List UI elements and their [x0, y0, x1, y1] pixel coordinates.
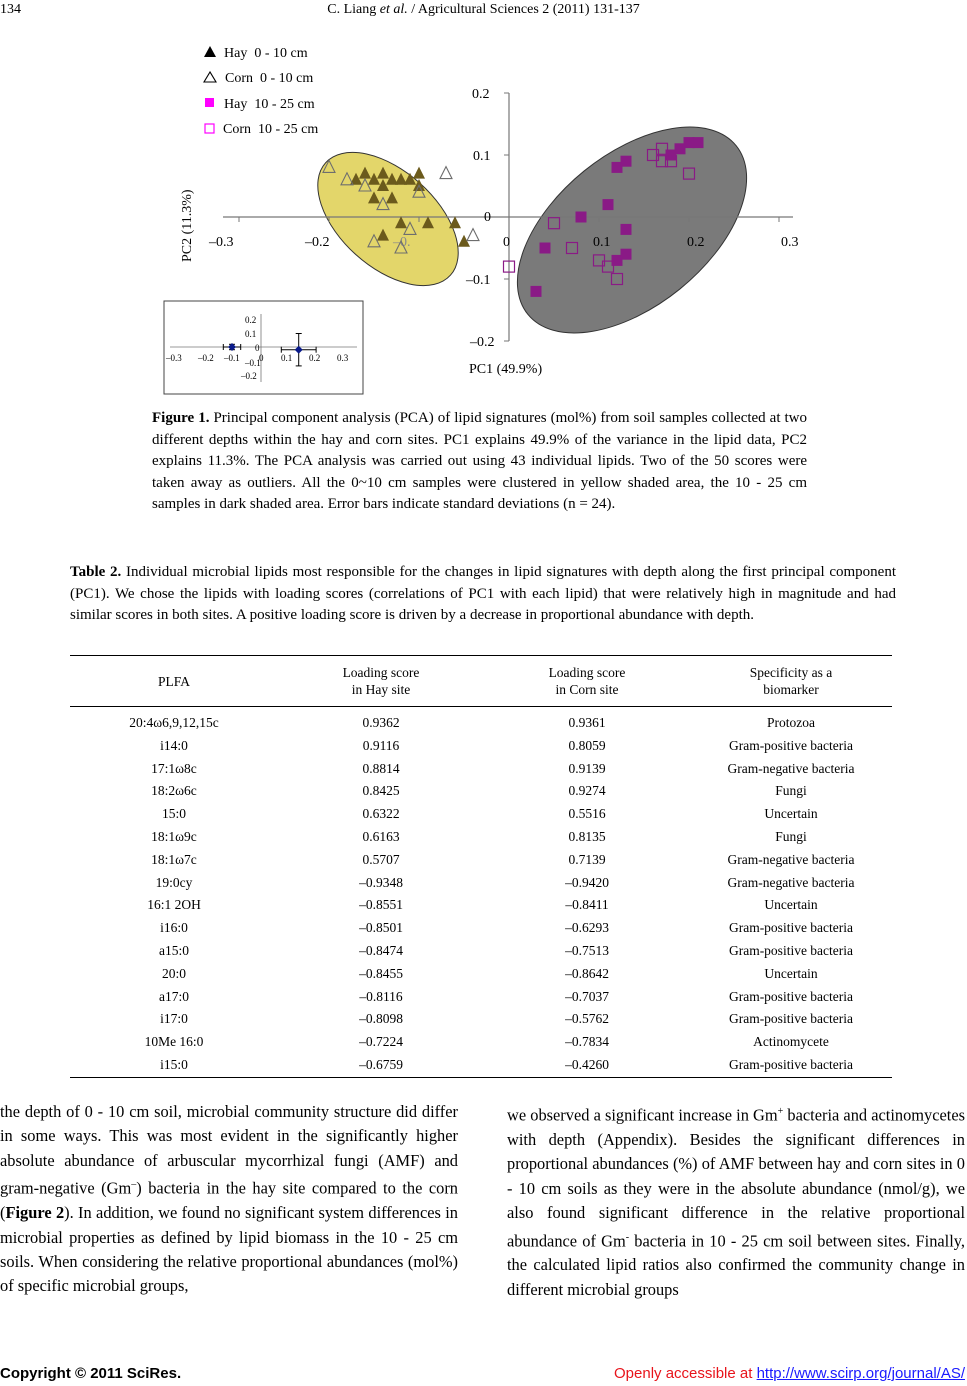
running-title-etal: et al. [379, 2, 408, 17]
cell-corn-score: –0.7513 [565, 942, 609, 958]
cell-plfa: 18:2ω6c [151, 783, 197, 799]
x-tick-label: –0.2 [305, 235, 330, 250]
table-body [70, 707, 892, 1078]
table-row [70, 826, 892, 849]
cell-plfa: 16:1 2OH [147, 897, 201, 913]
inset-x-tick-label: –0.2 [198, 353, 214, 363]
cell-plfa: 18:1ω9c [151, 828, 197, 844]
cell-specificity: Protozoa [767, 715, 815, 730]
cell-specificity: Gram-positive bacteria [728, 942, 854, 958]
cell-plfa: 20:0 [161, 965, 186, 981]
running-title-authors: C. Liang [327, 2, 380, 17]
table-row [70, 1054, 892, 1077]
cell-hay-score: –0.8455 [359, 965, 403, 981]
cell-hay-score: –0.8098 [359, 1011, 403, 1027]
hay-0-10-point [413, 167, 425, 179]
y-axis-label: PC2 (11.3%) [180, 189, 195, 262]
cell-hay-score: –0.8474 [359, 942, 403, 958]
table-row [70, 803, 892, 826]
cell-hay-score: 0.6322 [362, 806, 400, 822]
table-row [70, 940, 892, 963]
inset-x-tick-label: 0.3 [337, 353, 349, 363]
corn-0-10-point [467, 229, 479, 241]
table-row [70, 735, 892, 758]
hay-10-25-point [576, 212, 587, 223]
cell-plfa: a17:0 [159, 988, 189, 1004]
inset-x-tick-label: –0.3 [166, 353, 182, 363]
inset-plot [164, 301, 363, 394]
cell-specificity: Fungi [775, 783, 807, 799]
journal-url-link[interactable]: http://www.scirp.org/journal/AS/ [756, 1365, 965, 1382]
cell-corn-score: –0.8411 [565, 897, 609, 913]
footer-access-text: Openly accessible at [614, 1365, 757, 1382]
legend [204, 46, 318, 137]
cell-corn-score: 0.8059 [568, 737, 606, 753]
cell-hay-score: 0.9116 [362, 737, 400, 753]
cell-plfa: 17:1ω8c [151, 760, 197, 776]
cell-hay-score: 0.6163 [362, 828, 400, 844]
header-corn-score: Loading score in Corn site [548, 665, 626, 697]
legend-label-corn-0-10: Corn 0 - 10 cm [225, 71, 314, 86]
cell-specificity: Gram-positive bacteria [728, 737, 854, 753]
table-row [70, 986, 892, 1009]
cell-hay-score: –0.6759 [359, 1056, 403, 1072]
cell-corn-score: 0.9139 [568, 760, 606, 776]
cell-hay-score: 0.8425 [362, 783, 400, 799]
y-tick-marks [504, 93, 509, 341]
corn-0-10-point [440, 167, 452, 179]
cell-specificity: Gram-positive bacteria [728, 920, 854, 936]
table-header-row [70, 656, 892, 707]
table-row [70, 707, 892, 735]
cell-corn-score: 0.7139 [568, 851, 606, 867]
hay-10-25-point [603, 199, 614, 210]
cell-corn-score: –0.7834 [565, 1034, 609, 1050]
running-title-journal: / Agricultural Sciences 2 (2011) 131-137 [407, 2, 640, 17]
cell-corn-score: 0.5516 [568, 806, 606, 822]
cell-hay-score: 0.8814 [362, 760, 400, 776]
cell-specificity: Gram-negative bacteria [727, 851, 855, 867]
table-row [70, 894, 892, 917]
x-tick-label: 0.2 [687, 235, 705, 250]
cell-specificity: Gram-negative bacteria [727, 874, 855, 890]
cell-plfa: 10Me 16:0 [144, 1034, 204, 1050]
legend-marker-corn-0-10 [204, 72, 216, 82]
footer-access [614, 1365, 965, 1382]
footer-copyright: Copyright © 2011 SciRes. [0, 1365, 182, 1382]
table-row [70, 1031, 892, 1054]
cell-specificity: Gram-negative bacteria [727, 760, 855, 776]
inset-y-tick-label: 0.2 [245, 315, 257, 325]
table-row [70, 849, 892, 872]
cell-specificity: Fungi [775, 828, 807, 844]
cell-corn-score: 0.9361 [568, 715, 606, 730]
x-tick-label: 0 [503, 235, 510, 250]
x-tick-label: 0.3 [781, 235, 799, 250]
legend-label-hay-10-25: Hay 10 - 25 cm [224, 97, 315, 112]
inset-x-tick-label: 0 [259, 353, 264, 363]
inset-frame [164, 301, 363, 394]
page-number: 134 [0, 2, 21, 17]
cell-plfa: i16:0 [160, 920, 188, 936]
cell-hay-score: –0.9348 [359, 874, 403, 890]
hay-10-25-point [621, 224, 632, 235]
inset-x-tick-label: –0.1 [224, 353, 240, 363]
cell-corn-score: –0.5762 [565, 1011, 609, 1027]
cell-corn-score: –0.6293 [565, 920, 609, 936]
table-caption-text: Individual microbial lipids most responsible for the changes in lipid signatures with depth along the first principal component (PC1). We chose the lipids with loading scores (correlations of PC1 with each lipid) that were relatively high in magnitude and had similar scores in both sites. A positive loading score is driven by a decrease in proportional abundance with depth. [70, 564, 896, 623]
cell-hay-score: 0.9362 [362, 715, 400, 730]
inset-y-tick-label: –0.2 [241, 371, 257, 381]
cell-plfa: i15:0 [160, 1056, 188, 1072]
y-tick-label: 0.1 [473, 149, 491, 164]
figure-2-reference: Figure 2 [5, 1203, 65, 1223]
header-hay-score: Loading score in Hay site [342, 665, 420, 697]
cell-plfa: i17:0 [160, 1011, 188, 1027]
cell-corn-score: –0.4260 [565, 1056, 609, 1072]
cell-specificity: Uncertain [764, 897, 818, 913]
hay-10-25-point [531, 286, 542, 297]
cell-plfa: 20:4ω6,9,12,15c [129, 715, 219, 730]
x-tick-label: 0.1 [593, 235, 611, 250]
cell-specificity: Gram-positive bacteria [728, 1011, 854, 1027]
body-column-left: the depth of 0 - 10 cm soil, microbial community structure did differ in some ways. This was most evident in the significantly higher absolute abundance of arbuscular mycorrhizal fungi (AMF) and gram-negative (Gm–) bacteria in the hay site compared to the corn (Figure 2). In addition, we found no significant system differences in microbial properties as defined by lipid biomass in the 10 - 25 cm soils. When considering the relative proportional abundances (mol%) of specific microbial groups, [0, 1102, 459, 1296]
table-caption-label: Table 2. [70, 564, 122, 580]
figure-caption-label: Figure 1. [152, 410, 210, 426]
inset-y-tick-label: 0.1 [245, 329, 257, 339]
hay-10-25-point [612, 162, 623, 173]
cell-plfa: i14:0 [160, 737, 188, 753]
cell-hay-score: 0.5707 [362, 851, 400, 867]
y-tick-label: 0.2 [472, 87, 490, 102]
inset-x-tick-label: 0.1 [281, 353, 293, 363]
header-plfa: PLFA [157, 673, 190, 689]
legend-marker-hay-10-25 [205, 98, 214, 107]
cell-corn-score: –0.8642 [565, 965, 609, 981]
table-row [70, 917, 892, 940]
pca-figure [0, 0, 967, 400]
cell-hay-score: –0.8501 [359, 920, 403, 936]
figure-caption [152, 408, 807, 516]
cell-hay-score: –0.8551 [359, 897, 403, 913]
loading-score-table [70, 655, 892, 1078]
table-row [70, 963, 892, 986]
body-column-right: we observed a significant increase in Gm+ bacteria and actinomycetes with depth (Appendix). Besides the significant differences in proportional abundances (%) of AMF between hay and corn sites in 0 - 10 cm soils as they were in the absolute abundance (nmol/g), we also found significant difference in the relative proportional abundance of Gm- bacteria in 10 - 25 cm soil between sites. Finally, the calculated lipid ratios also confirmed the community change in different microbial groups [507, 1105, 965, 1299]
y-tick-labels [465, 87, 495, 350]
inset-y-tick-label: 0 [255, 343, 260, 353]
gray-cluster-ellipse [480, 87, 784, 374]
cell-plfa: 18:1ω7c [151, 851, 197, 867]
cell-specificity: Gram-positive bacteria [728, 988, 854, 1004]
inset-x-tick-label: 0.2 [309, 353, 321, 363]
inset-y-tick-label: –0.1 [245, 358, 261, 368]
legend-label-hay-0-10: Hay 0 - 10 cm [224, 46, 308, 61]
y-tick-label: –0.1 [466, 273, 491, 288]
table-caption [70, 562, 896, 627]
cell-specificity: Gram-positive bacteria [728, 1056, 854, 1072]
cell-plfa: 15:0 [161, 806, 186, 822]
x-tick-label: –0. [393, 235, 411, 250]
legend-marker-hay-0-10 [204, 46, 216, 57]
legend-marker-corn-10-25 [205, 124, 214, 133]
cell-plfa: a15:0 [159, 942, 189, 958]
x-tick-label: –0.3 [209, 235, 234, 250]
figure-caption-text: Principal component analysis (PCA) of lipid signatures (mol%) from soil samples collected at two different depths within the hay and corn sites. PC1 explains 49.9% of the variance in the lipid data, PC2 explains 11.3%. The PCA analysis was carried out using 43 individual lipids. Two of the 50 scores were taken away as outliers. All the 0~10 cm samples were clustered in yellow shaded area, the 10 - 25 cm samples in dark shaded area. Error bars indicate standard deviations (n = 24). [152, 410, 807, 513]
table-row [70, 780, 892, 803]
cell-hay-score: –0.7224 [359, 1034, 403, 1050]
cell-specificity: Actinomycete [753, 1034, 829, 1050]
y-tick-label: –0.2 [470, 335, 495, 350]
table-row [70, 758, 892, 781]
table-row [70, 1008, 892, 1031]
cell-corn-score: 0.8135 [568, 828, 606, 844]
cell-corn-score: –0.9420 [565, 874, 609, 890]
header-specificity: Specificity as a biomarker [749, 665, 833, 697]
cell-hay-score: –0.8116 [359, 988, 403, 1004]
y-tick-label: 0 [484, 210, 491, 225]
table-row [70, 872, 892, 895]
hay-10-25-point [540, 243, 551, 254]
cell-corn-score: 0.9274 [568, 783, 606, 799]
cell-corn-score: –0.7037 [565, 988, 609, 1004]
cell-specificity: Uncertain [764, 965, 818, 981]
cell-plfa: 19:0cy [155, 874, 193, 890]
x-axis-label: PC1 (49.9%) [469, 362, 543, 377]
legend-label-corn-10-25: Corn 10 - 25 cm [223, 122, 319, 137]
cell-specificity: Uncertain [764, 806, 818, 822]
